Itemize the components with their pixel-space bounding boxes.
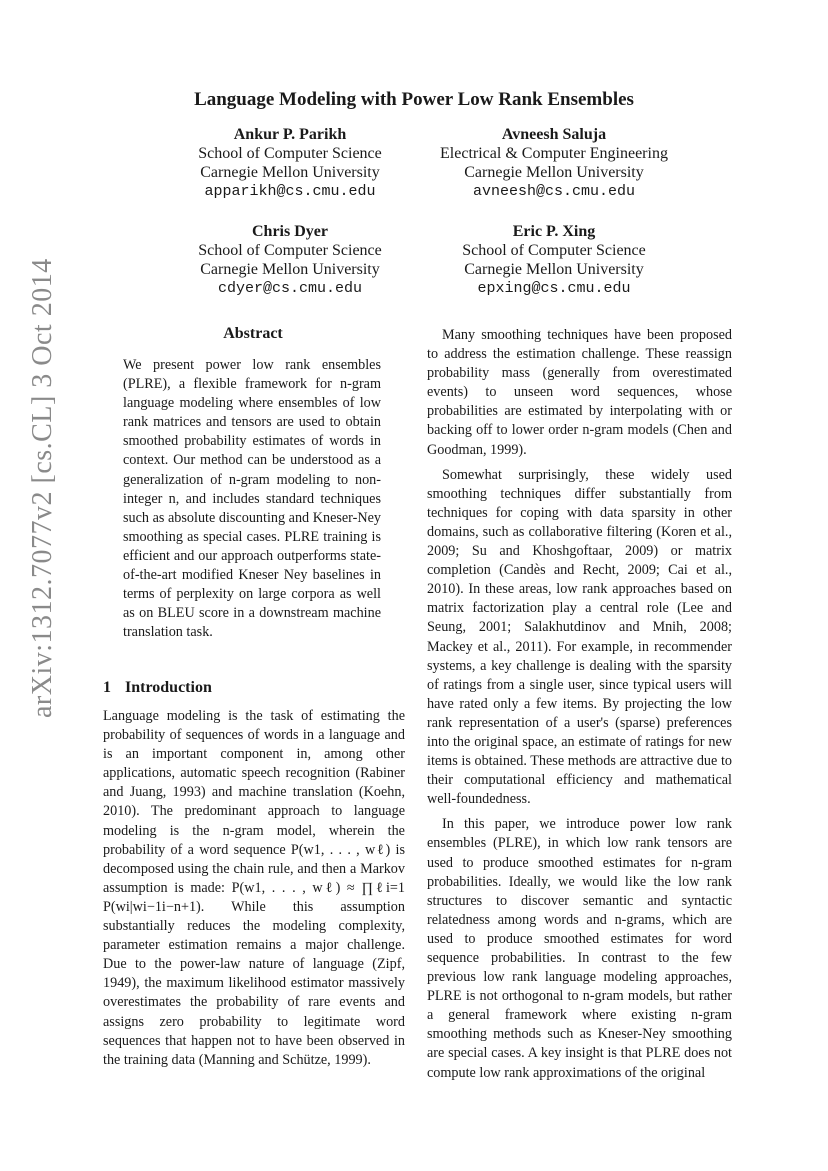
author-block [404,222,704,298]
section-title: Introduction [125,679,212,696]
author-institution: Carnegie Mellon University [464,261,644,278]
author-block [140,222,440,298]
author-name: Eric P. Xing [512,223,596,240]
author-email: cdyer@cs.cmu.edu [217,280,363,297]
author-institution: Carnegie Mellon University [464,164,644,181]
section-heading [103,679,212,697]
right-column [427,326,732,1089]
paragraph: Somewhat surprisingly, these widely used smoothing techniques differ substantially from techniques for coping with data sparsity in other domains, such as collaborative filtering (Koren et al., 2009; Su and Khoshgoftaar, 2009) or matrix completion (Candès and Recht, 2009; Cai et al., 2010). In these areas, low rank approaches based on matrix factorization play a central role (Lee and Seung, 2001; Salakhutdinov and Mnih, 2008; Mackey et al., 2011). For example, in recommender systems, a key challenge is dealing with the sparsity of ratings from a single user, since typical users will have rated only a few items. By projecting the low rank representation of a user's (sparse) preferences into the original space, an estimate of ratings for new items is obtained. These methods are attractive due to their computational efficiency and mathematical well-foundedness. [427,466,732,808]
author-name: Ankur P. Parikh [233,126,347,143]
author-block [140,125,440,201]
author-affiliation: Electrical & Computer Engineering [440,145,668,162]
author-block [404,125,704,201]
paper-title: Language Modeling with Power Low Rank Ensembles [194,89,634,110]
author-institution: Carnegie Mellon University [200,261,380,278]
author-affiliation: School of Computer Science [198,145,382,162]
author-name: Avneesh Saluja [501,126,607,143]
author-email: epxing@cs.cmu.edu [477,280,631,297]
author-affiliation: School of Computer Science [198,242,382,259]
paragraph: In this paper, we introduce power low rank ensembles (PLRE), in which low rank tensors are used to produce smoothed estimates for n-gram probabilities. Ideally, we would like the low rank structures to discover semantic and syntactic relatedness among words and n-grams, which are used to produce smoothed estimates for word sequence probabilities. In contrast to the few previous low rank language modeling approaches, PLRE is not orthogonal to n-gram models, but rather a general framework where existing n-gram smoothing methods such as Kneser-Ney smoothing are special cases. A key insight is that PLRE does not compute low rank approximations of the original [427,816,732,1081]
section-number: 1 [103,679,111,696]
abstract-text: We present power low rank ensembles (PLRE), a flexible framework for n-gram language modeling where ensembles of low rank matrices and tensors are used to obtain smoothed probability estimates of words in context. Our method can be understood as a generalization of n-gram modeling to non-integer n, and includes standard techniques such as absolute discounting and Kneser-Ney smoothing as special cases. PLRE training is efficient and our approach outperforms state-of-the-art modified Kneser Ney baselines in terms of perplexity on large corpora as well as on BLEU score in a downstream machine translation task. [123,357,381,641]
author-email: apparikh@cs.cmu.edu [204,183,376,200]
arxiv-identifier: arXiv:1312.7077v2 [cs.CL] 3 Oct 2014 [27,258,58,718]
paragraph: Language modeling is the task of estimating the probability of sequences of words in a language and is an important component in, among other applications, automatic speech recognition (Rabiner and Juang, 1993) and machine translation (Koehn, 2010). The predominant approach to language modeling is the n-gram model, wherein the probability of a word sequence P(w1, . . . , wℓ) is decomposed using the chain rule, and then a Markov assumption is made: P(w1, . . . , wℓ) ≈ ∏ℓi=1 P(wi|wi−1i−n+1). While this assumption substantially reduces the modeling complexity, parameter estimation remains a major challenge. Due to the power-law nature of language (Zipf, 1949), the maximum likelihood estimator massively overestimates the probability of rare events and assigns zero probability to legitimate word sequences that happen not to have been observed in the training data (Manning and Schütze, 1999). [103,708,405,1068]
left-column [103,707,405,1076]
paragraph: Many smoothing techniques have been proposed to address the estimation challenge. These reassign probability mass (generally from overestimated events) to unseen word sequences, whose probabilities are estimated by interpolating with or backing off to lower order n-gram models (Chen and Goodman, 1999). [427,327,732,458]
author-email: avneesh@cs.cmu.edu [472,183,636,200]
author-affiliation: School of Computer Science [462,242,646,259]
author-name: Chris Dyer [252,223,328,240]
author-institution: Carnegie Mellon University [200,164,380,181]
abstract-heading: Abstract [223,325,283,342]
